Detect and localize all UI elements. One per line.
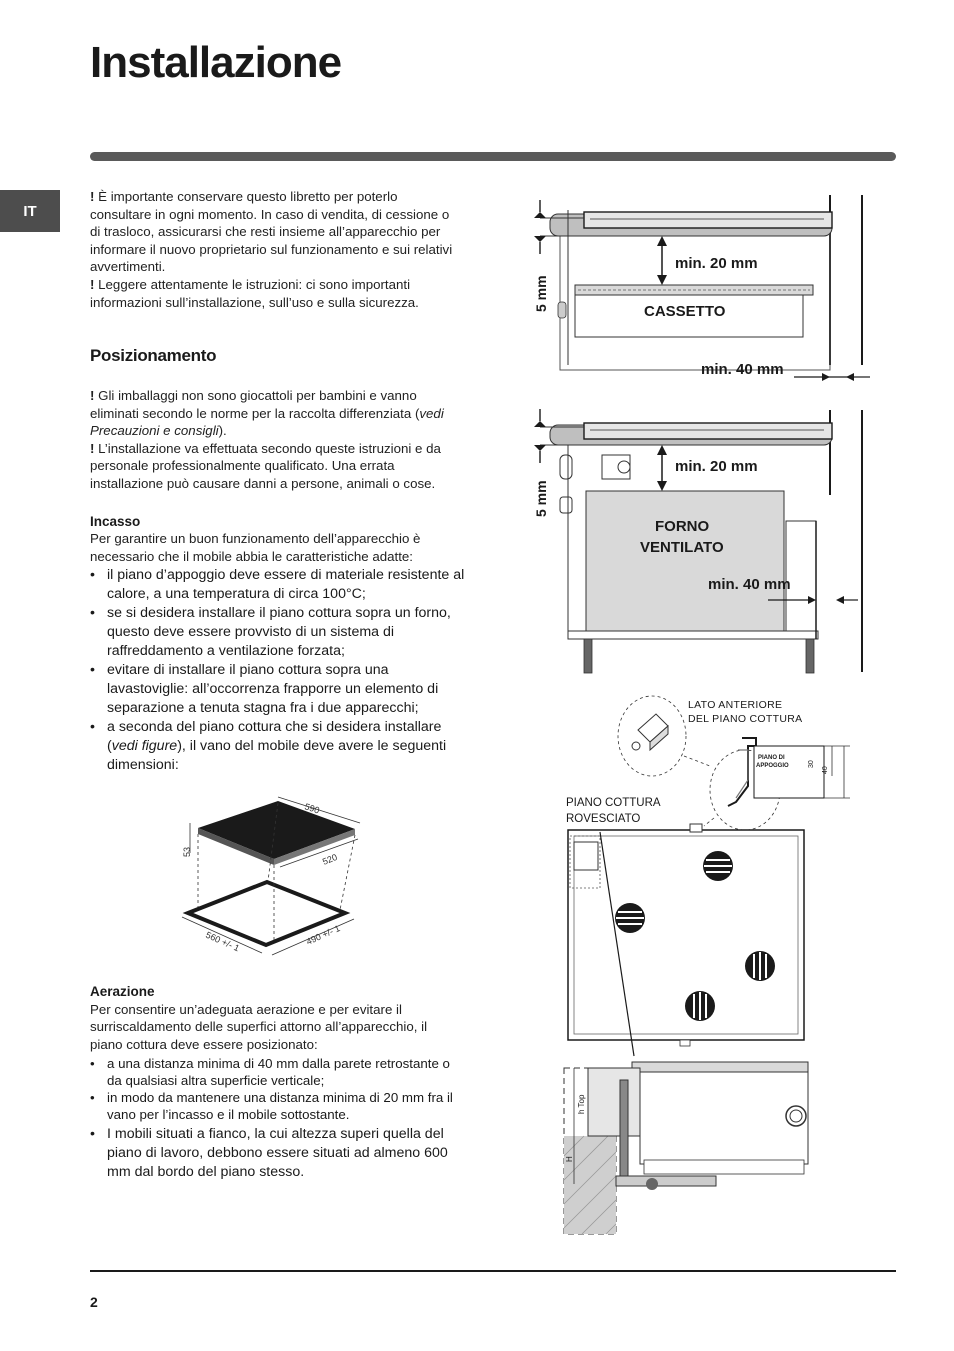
posizionamento-paragraph-2 [90, 440, 468, 493]
hob-section [584, 423, 832, 439]
posizionamento-paragraph-1 [90, 387, 468, 440]
list-item: • il piano d’appoggio deve essere di materiale resistente al calore, a una temperatura di circa 100°C; [90, 566, 465, 604]
label-forno: FORNO [655, 518, 710, 535]
dim-30: 30 [808, 760, 815, 768]
label-piano-appoggio-2: APPOGGIO [756, 763, 789, 769]
aerazione-list-2 [90, 1125, 468, 1182]
dim-53: 53 [182, 846, 192, 857]
warning-mark: ! [90, 189, 95, 204]
label-5mm: 5 mm [533, 275, 549, 312]
incasso-b4-text-a: a seconda del piano cottura che si desidera installare ( [107, 719, 442, 754]
dim-490: 490 +/- 1 [304, 923, 342, 947]
incasso-intro: Per garantire un buon funzionamento dell’apparecchio è necessario che il mobile abbia le caratteristiche adatte: [90, 531, 421, 564]
page-title: Installazione [90, 38, 342, 87]
label-min-40mm: min. 40 mm [708, 576, 791, 593]
label-min-20mm: min. 20 mm [675, 255, 758, 272]
list-item: • se si desidera installare il piano cottura sopra un forno, questo deve essere provvisto di un sistema di raffreddamento a ventilazione forzata; [90, 604, 465, 661]
dim-40: 40 [822, 766, 829, 774]
label-rovesciato-1: PIANO COTTURA [566, 797, 661, 809]
label-cassetto: CASSETTO [644, 303, 726, 320]
warning-mark: ! [90, 388, 95, 403]
dim-560: 560 +/- 1 [204, 929, 241, 954]
label-piano-appoggio-1: PIANO DI [758, 755, 785, 761]
drawer-installation-diagram [520, 190, 880, 390]
intro-section [90, 188, 460, 311]
hob-top-shape [198, 801, 355, 859]
warning-mark: ! [90, 440, 95, 456]
incasso-b4-text-b: ), il vano del mobile deve avere le seguenti dimensioni: [107, 738, 447, 773]
page-number: 2 [90, 1294, 98, 1310]
label-5mm: 5 mm [533, 480, 549, 517]
aerazione-intro: Per consentire un’adeguata aerazione e per evitare il surriscaldamento delle superfici attorno all’apparecchio, il piano cottura deve essere posizionato: [90, 1002, 428, 1052]
label-lato-anteriore-2: DEL PIANO COTTURA [688, 713, 803, 725]
figures-reference: vedi figure [111, 738, 178, 754]
worktop-edge [632, 1062, 808, 1072]
label-ventilato: VENTILATO [640, 539, 724, 556]
title-rule [90, 152, 896, 161]
posizionamento-text-1a: Gli imballaggi non sono giocattoli per bambini e vanno eliminati secondo le norme per la raccolta differenziata ( [90, 388, 420, 421]
dim-590: 590 [303, 801, 321, 816]
warning-mark: ! [90, 276, 95, 292]
list-item: • evitare di installare il piano cottura sopra una lavastoviglie: all’occorrenza frapporre un elemento di separazione a tenuta stagna fra i due apparecchi; [90, 661, 465, 718]
list-item: • in modo da mantenere una distanza minima di 20 mm fra il vano per l’incasso e il mobile sottostante. [90, 1089, 468, 1123]
clamp-fixing-diagram [560, 690, 860, 1240]
footer-rule [90, 1270, 896, 1272]
subheading-aerazione: Aerazione [90, 984, 155, 999]
posizionamento-text-1b: ). [218, 423, 227, 439]
intro-paragraph-1 [90, 188, 460, 276]
intro-text-1: È importante conservare questo libretto per poterlo consultare in ogni momento. In caso di vendita, di cessione o di trasloco, assicurarsi che resti insieme all’apparecchio per informare il nuovo proprietario sul funzionamento e sui relativi avvertimenti. [90, 189, 453, 275]
intro-paragraph-2 [90, 276, 460, 311]
oven-box [586, 491, 784, 631]
posizionamento-section [90, 387, 468, 493]
subheading-incasso: Incasso [90, 514, 141, 529]
aerazione-list [90, 1055, 468, 1123]
dim-520: 520 [321, 851, 339, 867]
section-heading-posizionamento: Posizionamento [90, 346, 217, 365]
language-tab: IT [0, 190, 60, 232]
label-min-40mm: min. 40 mm [701, 361, 784, 378]
list-item: • I mobili situati a fianco, la cui altezza superi quella del piano di lavoro, debbono essere situati ad almeno 600 mm dal bordo del piano stesso. [90, 1125, 468, 1182]
posizionamento-reference: vedi Precauzioni e consigli [90, 405, 444, 439]
incasso-list [90, 566, 465, 775]
label-h: H [565, 1156, 574, 1162]
list-item: • a una distanza minima di 40 mm dalla parete retrostante o da qualsiasi altra superficie verticale; [90, 1055, 468, 1089]
intro-text-2: Leggere attentamente le istruzioni: ci sono importanti informazioni sull’installazione, sull’uso e sulla sicurezza. [90, 276, 419, 310]
oven-installation-diagram [520, 405, 880, 675]
list-item [90, 718, 465, 775]
clamp-screw [620, 1080, 628, 1180]
label-h-top: h Top [577, 1094, 586, 1114]
label-rovesciato-2: ROVESCIATO [566, 813, 641, 825]
posizionamento-text-2: L’installazione va effettuata secondo queste istruzioni e da personale professionalmente qualificato. Una errata installazione può causare danni a persone, animali o cose. [90, 440, 441, 491]
hob-section [584, 212, 832, 228]
cutout-dimensions-figure [180, 795, 380, 970]
label-lato-anteriore-1: LATO ANTERIORE [688, 699, 783, 711]
label-min-20mm: min. 20 mm [675, 458, 758, 475]
support-plane [754, 746, 824, 798]
